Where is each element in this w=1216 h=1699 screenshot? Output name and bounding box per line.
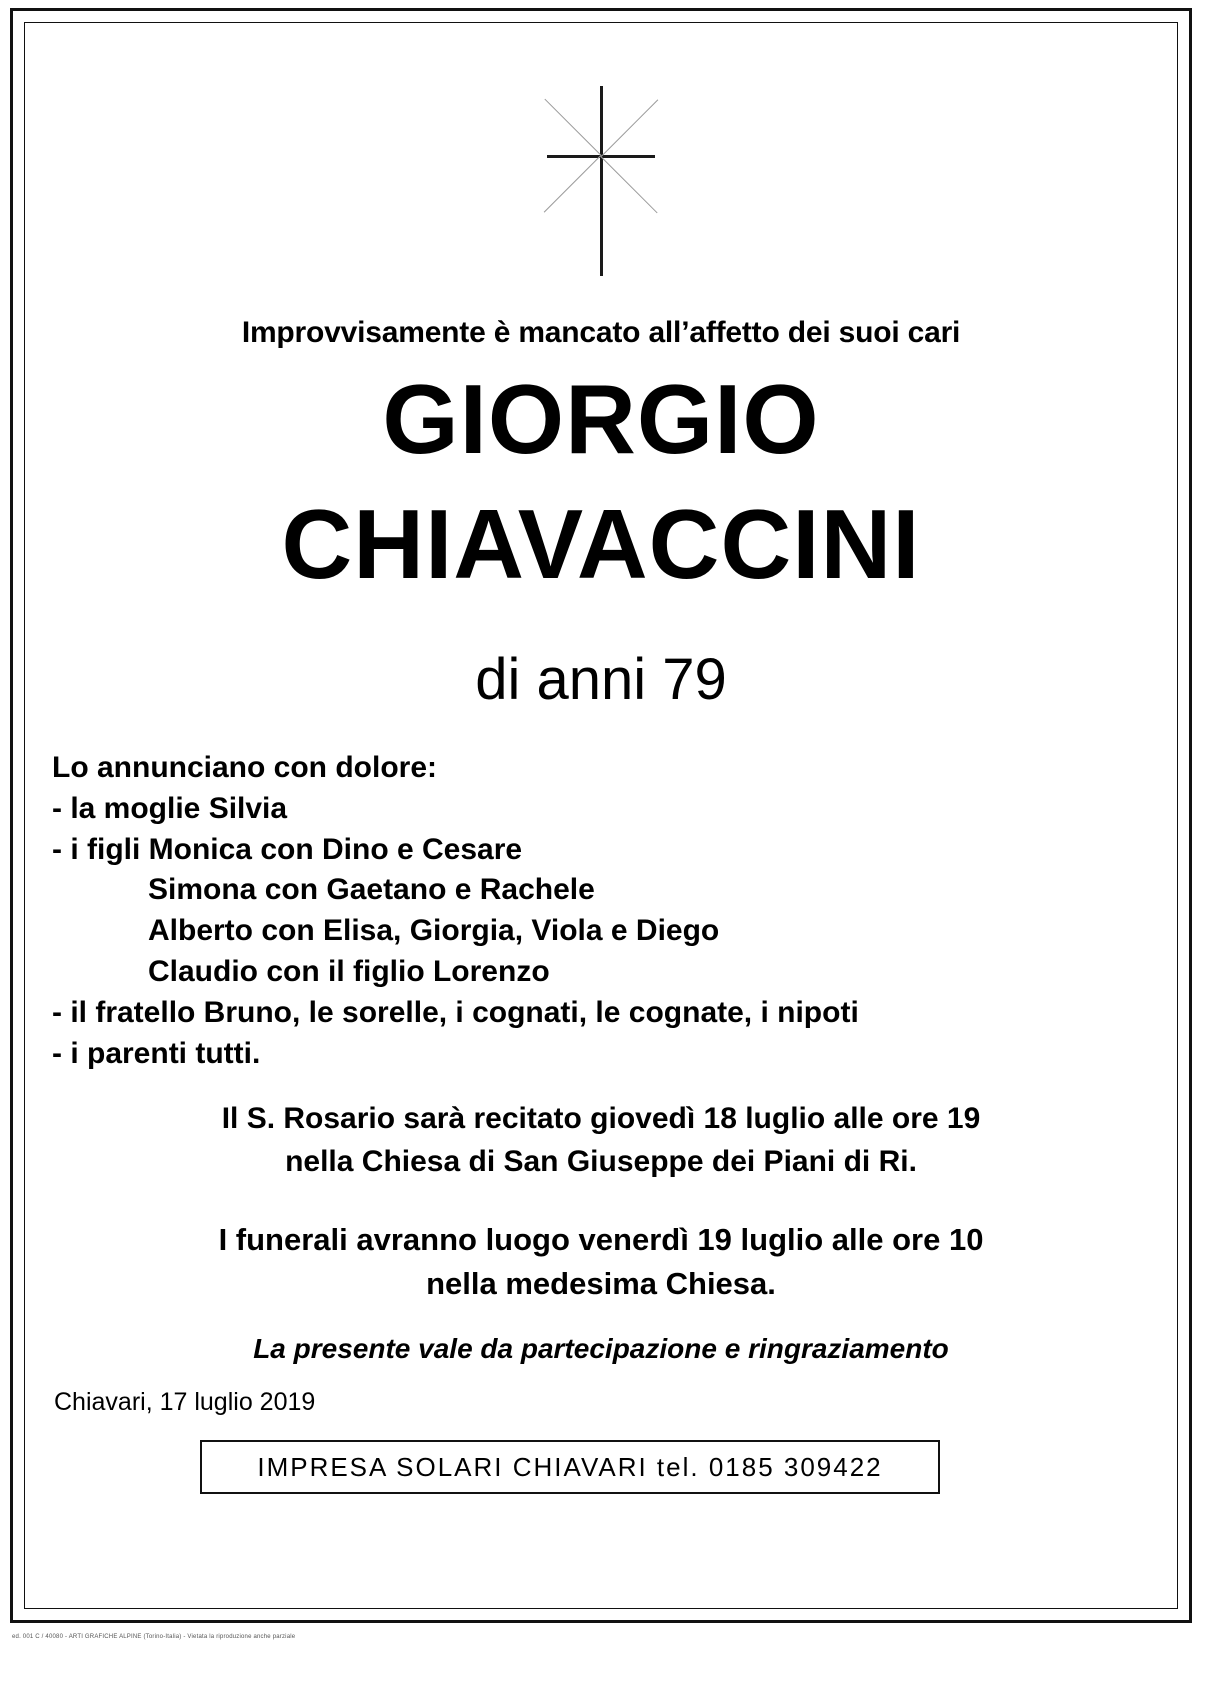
deceased-first-name: GIORGIO [382, 364, 820, 474]
cross-ray-icon [601, 99, 658, 156]
mourners-intro: Lo annunciano con dolore: [52, 751, 437, 784]
funeral-info [40, 1218, 1162, 1306]
lead-text: Improvvisamente è mancato all’affetto dei suoi cari [241, 316, 961, 349]
deceased-age: di anni 79 [475, 647, 727, 712]
mourner-item: Claudio con il figlio Lorenzo [148, 954, 550, 988]
cross-ray-icon [544, 155, 601, 212]
mourner-item: - il fratello Bruno, le sorelle, i cognati, le cognate, i nipoti [52, 995, 859, 1029]
cross-vertical-bar [600, 86, 603, 276]
deceased-last-name: CHIAVACCINI [281, 489, 921, 599]
cross-icon [40, 58, 1162, 278]
rosary-info [40, 1098, 1162, 1183]
cross-ray-icon [600, 156, 657, 213]
mourner-item: - la moglie Silvia [52, 791, 288, 825]
mourner-item: Alberto con Elisa, Giorgia, Viola e Diego [148, 914, 720, 948]
closing-note: La presente vale da partecipazione e ringraziamento [253, 1333, 949, 1364]
place-and-date: Chiavari, 17 luglio 2019 [54, 1388, 316, 1416]
notice-content [40, 38, 1162, 1593]
rosary-line: nella Chiesa di San Giuseppe dei Piani di Ri. [285, 1144, 917, 1178]
mourner-item: Simona con Gaetano e Rachele [148, 873, 595, 907]
mourner-item: - i figli Monica con Dino e Cesare [52, 832, 523, 866]
funeral-line: I funerali avranno luogo venerdì 19 luglio alle ore 10 [218, 1222, 984, 1257]
funeral-line: nella medesima Chiesa. [426, 1266, 776, 1302]
cross-ray-icon [544, 99, 601, 156]
mourners-block [52, 748, 1152, 1074]
rosary-line: Il S. Rosario sarà recitato giovedì 18 luglio alle ore 19 [221, 1102, 981, 1135]
funeral-agency-box: IMPRESA SOLARI CHIAVARI tel. 0185 309422 [200, 1440, 940, 1494]
mourner-item: - i parenti tutti. [52, 1036, 261, 1070]
printer-fineprint: ed. 001 C / 40080 - ARTI GRAFICHE ALPINE (Torino-Italia) - Vietata la riproduzione anche parziale [12, 1634, 296, 1640]
